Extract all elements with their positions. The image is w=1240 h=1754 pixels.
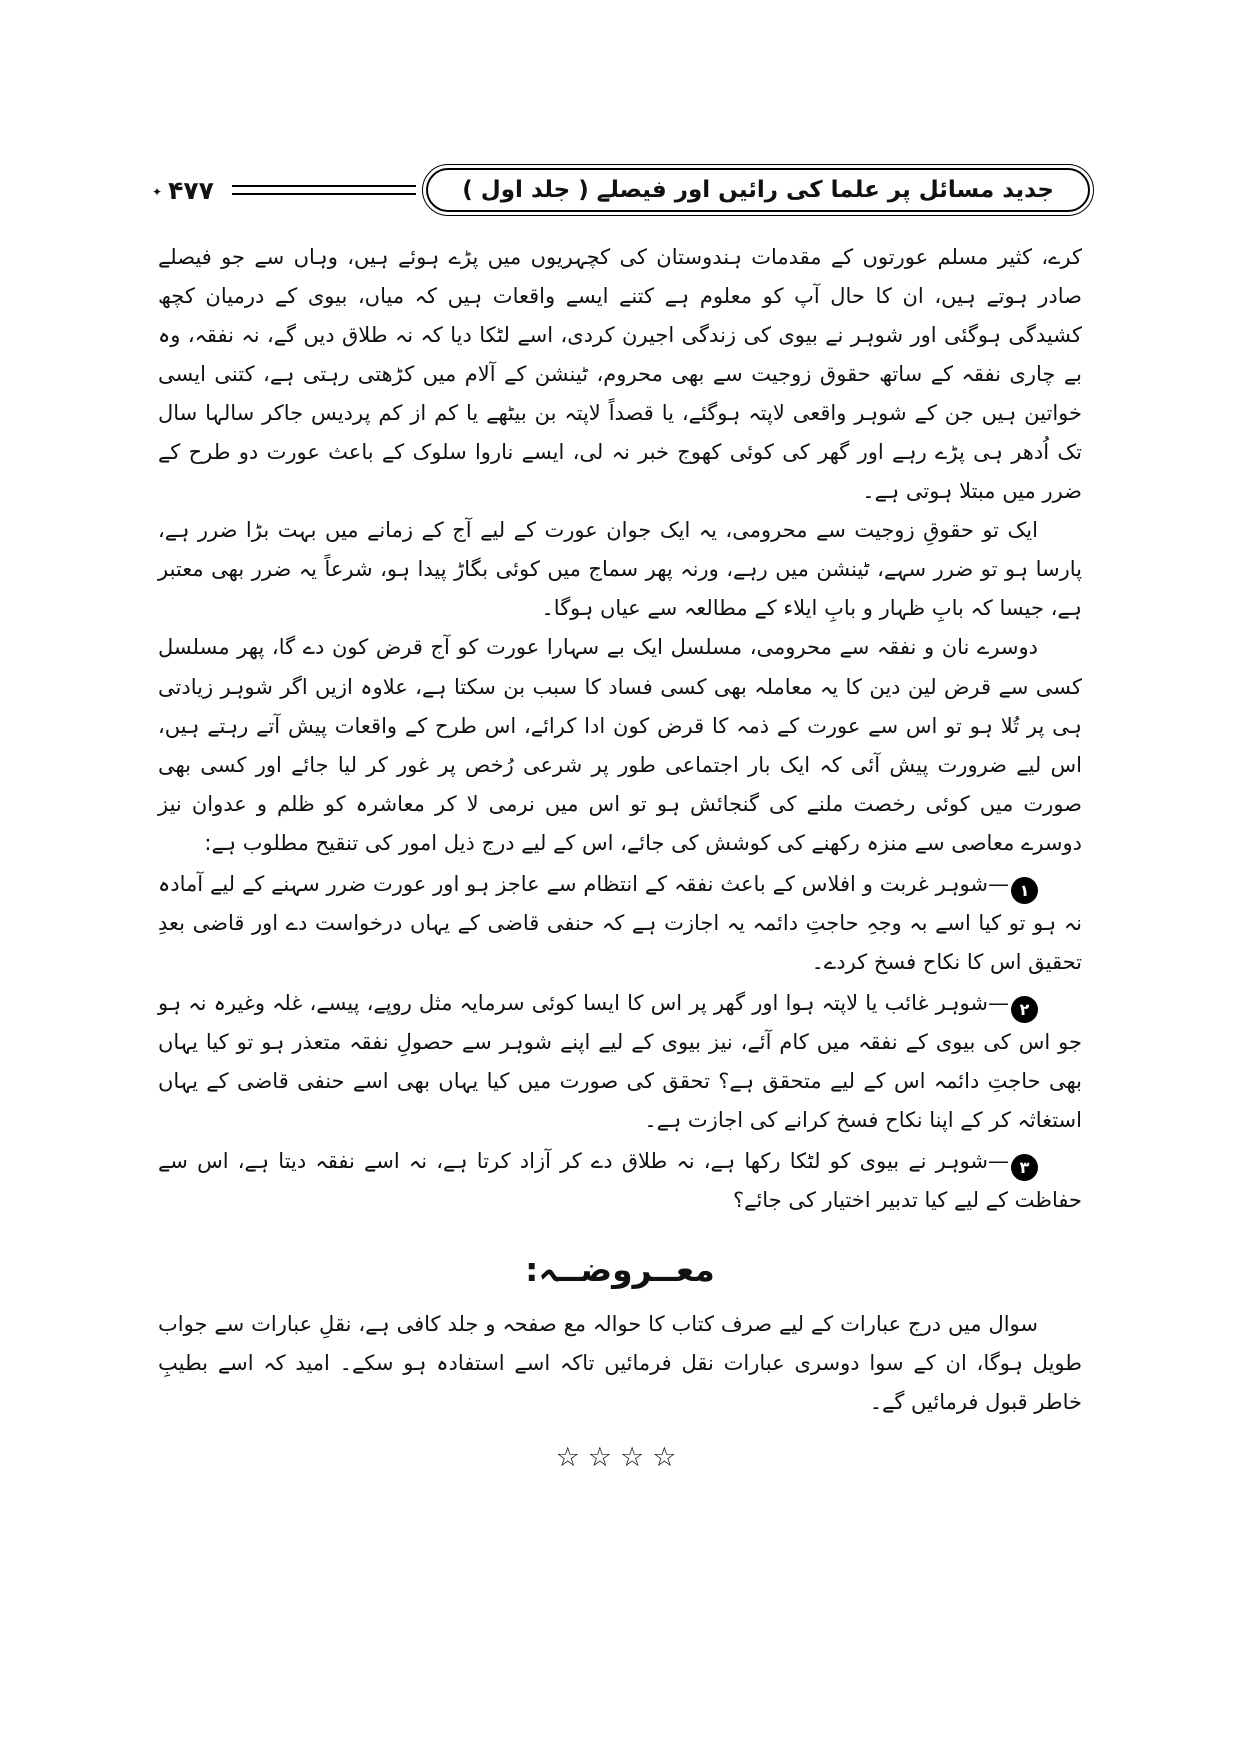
section-heading: معــروضــہ: (525, 1250, 715, 1290)
page-body (158, 238, 1082, 1473)
list-item-2 (158, 984, 1082, 1140)
paragraph-1: کرے، کثیر مسلم عورتوں کے مقدمات ہندوستان کی کچہریوں میں پڑے ہوئے ہیں، وہاں سے جو فیصلے صادر ہوتے ہیں، ان کا حال آپ کو معلوم ہے کتنے ایسے واقعات ہیں کہ میاں، بیوی کے درمیان کچھ کشیدگی ہوگئی اور شوہر نے بیوی کی زندگی اجیرن کردی، اسے لٹکا دیا کہ نہ طلاق دیں گے، نہ نفقہ، وہ بے چاری نفقہ کے ساتھ حقوق زوجیت سے بھی محروم، ٹینشن کے آلام میں کڑھتی رہتی ہے، کتنی ایسی خواتین ہیں جن کے شوہر واقعی لاپتہ ہوگئے، یا قصداً لاپتہ بن بیٹھے یا کم از کم پردیس جاکر سالہا سال تک اُدھر ہی پڑے رہے اور گھر کی کوئی کھوج خبر نہ لی، ایسے ناروا سلوک کے باعث عورت دو طرح کے ضرر میں مبتلا ہوتی ہے۔ (158, 245, 1082, 504)
header-rule (232, 185, 416, 195)
header-title: جدید مسائل پر علما کی رائیں اور فیصلے ( جلد اول ) (462, 177, 1054, 203)
header-title-cartouche (426, 168, 1090, 212)
end-stars-ornament: ☆☆☆☆ (555, 1442, 685, 1474)
paragraph-2: ایک تو حقوقِ زوجیت سے محرومی، یہ ایک جوان عورت کے لیے آج کے زمانے میں بہت بڑا ضرر ہے، پارسا ہو تو ضرر سہے، ٹینشن میں رہے، ورنہ پھر سماج میں کوئی بگاڑ پیدا ہو، شرعاً یہ ضرر بھی معتبر ہے، جیسا کہ بابِ ظہار و بابِ ایلاء کے مطالعہ سے عیاں ہوگا۔ (158, 518, 1082, 621)
page-header (150, 168, 1090, 212)
list-item-1 (158, 865, 1082, 982)
item-number-badge-3: ۳ (1011, 1154, 1038, 1181)
item-number-badge-1: ۱ (1011, 877, 1038, 904)
page-number: ۴۷۷ ✦ (150, 176, 222, 205)
closing-paragraph: سوال میں درج عبارات کے لیے صرف کتاب کا حوالہ مع صفحہ و جلد کافی ہے، نقلِ عبارات سے جواب طویل ہوگا، ان کے سوا دوسری عبارات نقل فرمائیں تاکہ اسے استفادہ ہو سکے۔ امید کہ اسے بطیبِ خاطر قبول فرمائیں گے۔ (158, 1312, 1082, 1415)
item-number-badge-2: ۲ (1011, 996, 1038, 1023)
item-text-3: —شوہر نے بیوی کو لٹکا رکھا ہے، نہ طلاق دے کر آزاد کرتا ہے، نہ اسے نفقہ دیتا ہے، اس سے حفاظت کے لیے کیا تدبیر اختیار کی جائے؟ (158, 1149, 1082, 1213)
item-text-2: —شوہر غائب یا لاپتہ ہوا اور گھر پر اس کا ایسا کوئی سرمایہ مثل روپے، پیسے، غلہ وغیرہ نہ ہو جو اس کی بیوی کے نفقہ میں کام آئے، نیز بیوی کے لیے اپنے شوہر سے حصولِ نفقہ متعذر ہو تو کیا یہاں بھی حاجتِ دائمہ اس کے لیے متحقق ہے؟ تحقق کی صورت میں کیا یہاں بھی اسے حنفی قاضی کے یہاں استغاثہ کر کے اپنا نکاح فسخ کرانے کی اجازت ہے۔ (158, 990, 1082, 1133)
item-text-1: —شوہر غربت و افلاس کے باعث نفقہ کے انتظام سے عاجز ہو اور عورت ضرر سہنے کے لیے آمادہ نہ ہو تو کیا اسے بہ وجہِ حاجتِ دائمہ یہ اجازت ہے کہ حنفی قاضی کے یہاں درخواست دے اور قاضی بعدِ تحقیق اس کا نکاح فسخ کردے۔ (158, 871, 1082, 974)
list-item-3 (158, 1142, 1082, 1220)
paragraph-3: دوسرے نان و نفقہ سے محرومی، مسلسل ایک بے سہارا عورت کو آج قرض کون دے گا، پھر مسلسل کسی سے قرض لین دین کا یہ معاملہ بھی کسی فساد کا سبب بن سکتا ہے، علاوہ ازیں اگر شوہر زیادتی ہی پر تُلا ہو تو اس سے عورت کے ذمہ کا قرض کون ادا کرائے، اس طرح کے واقعات پیش آتے رہتے ہیں، اس لیے ضرورت پیش آئی کہ ایک بار اجتماعی طور پر شرعی رُخص پر غور کر لیا جائے اور کسی بھی صورت میں کوئی رخصت ملنے کی گنجائش ہو تو اس میں نرمی لا کر معاشرہ کو ظلم و عدوان نیز دوسرے معاصی سے منزہ رکھنے کی کوشش کی جائے، اس کے لیے درج ذیل امور کی تنقیح مطلوب ہے: (158, 635, 1082, 855)
